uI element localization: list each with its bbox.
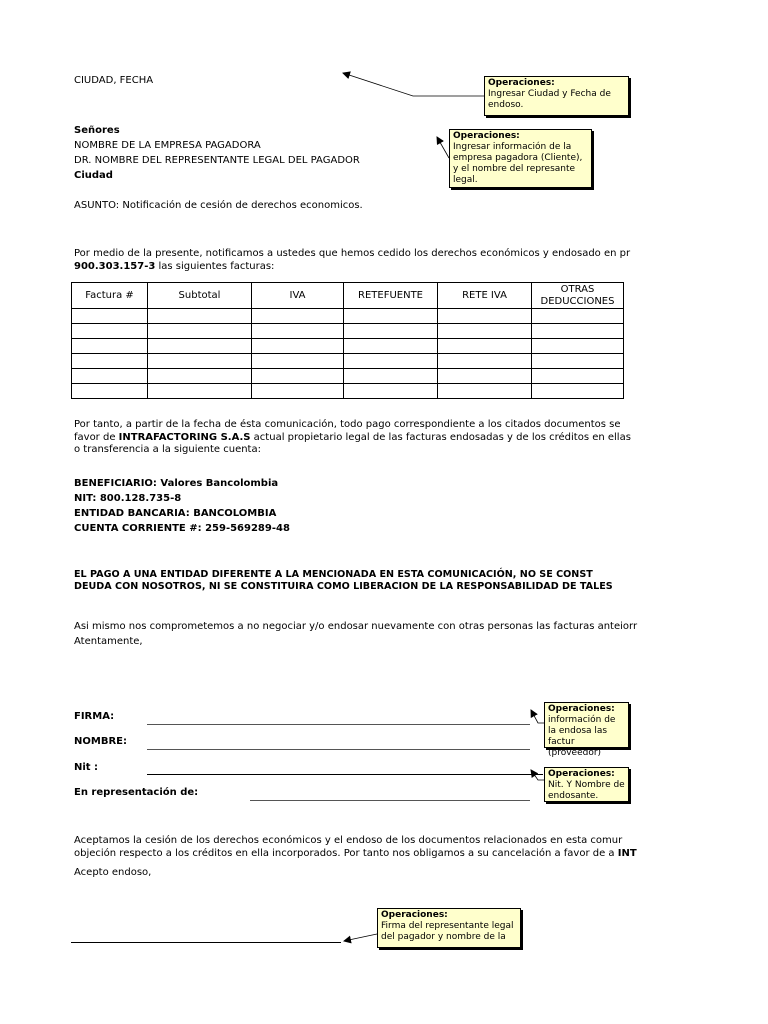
arrow-c1 bbox=[343, 73, 484, 96]
header-subtotal: Subtotal bbox=[148, 283, 252, 309]
subject: ASUNTO: Notificación de cesión de derechos economicos. bbox=[74, 200, 363, 211]
header-retefuente: RETEFUENTE bbox=[344, 283, 438, 309]
header-rete-iva: RETE IVA bbox=[438, 283, 532, 309]
comment-text: información de la endosa las factur (proveedor) bbox=[548, 715, 616, 758]
comment-endorser-nit[interactable] bbox=[544, 767, 629, 802]
comment-title: Operaciones: bbox=[548, 769, 615, 779]
comment-text: Ingresar Ciudad y Fecha de endoso. bbox=[488, 89, 611, 110]
comment-endorser-info[interactable] bbox=[544, 702, 629, 758]
comment-title: Operaciones: bbox=[453, 131, 520, 141]
intro-line-2-rest: las siguientes facturas: bbox=[155, 261, 275, 272]
comment-text: Firma del representante legal del pagador y nombre de la bbox=[381, 921, 514, 942]
name-label: NOMBRE: bbox=[74, 736, 127, 747]
city-date: CIUDAD, FECHA bbox=[74, 75, 154, 86]
beneficiary: BENEFICIARIO: Valores Bancolombia bbox=[74, 478, 279, 489]
acceptance-line-1: Aceptamos la cesión de los derechos económicos y el endoso de los documentos relacionados en esta comur bbox=[74, 835, 623, 846]
arrow-c3 bbox=[531, 710, 544, 723]
payment-paragraph-line-1: Por tanto, a partir de la fecha de ésta comunicación, todo pago correspondiente a los citados documentos se bbox=[74, 419, 621, 430]
warning-line-1: EL PAGO A UNA ENTIDAD DIFERENTE A LA MENCIONADA EN ESTA COMUNICACIÓN, NO SE CONST bbox=[74, 569, 593, 580]
header-factura: Factura # bbox=[72, 283, 148, 309]
nit-label: Nit : bbox=[74, 762, 99, 773]
city: Ciudad bbox=[74, 170, 113, 181]
intro-nit: 900.303.157-3 bbox=[74, 261, 156, 272]
comment-title: Operaciones: bbox=[488, 78, 555, 88]
factoring-company: INTRAFACTORING S.A.S bbox=[118, 432, 251, 443]
beneficiary-nit: NIT: 800.128.735-8 bbox=[74, 493, 182, 504]
arrow-c2 bbox=[437, 137, 449, 158]
arrow-c4 bbox=[531, 770, 544, 780]
company-name: NOMBRE DE LA EMPRESA PAGADORA bbox=[74, 140, 261, 151]
header-otras-deducciones: OTRAS DEDUCCIONES bbox=[532, 283, 624, 309]
comment-payer-signature[interactable] bbox=[377, 908, 521, 948]
comment-text: Ingresar información de la empresa pagadora (Cliente), y el nombre del represante legal. bbox=[453, 142, 583, 185]
arrow-c5 bbox=[344, 934, 377, 941]
signature-label: FIRMA: bbox=[74, 711, 115, 722]
bank-entity: ENTIDAD BANCARIA: BANCOLOMBIA bbox=[74, 508, 277, 519]
checking-account: CUENTA CORRIENTE #: 259-569289-48 bbox=[74, 523, 290, 534]
acceptance-line-2-bold: INT bbox=[617, 848, 637, 859]
payment-line-2-pre: favor de bbox=[74, 432, 119, 443]
representation-label: En representación de: bbox=[74, 787, 199, 798]
commitment: Asi mismo nos comprometemos a no negociar y/o endosar nuevamente con otras personas las facturas anteiorr bbox=[74, 621, 638, 632]
payment-paragraph-line-3: o transferencia a la siguiente cuenta: bbox=[74, 444, 261, 455]
comment-company-info[interactable] bbox=[449, 129, 592, 188]
comment-title: Operaciones: bbox=[548, 704, 615, 714]
legal-representative: DR. NOMBRE DEL REPRESENTANTE LEGAL DEL PAGADOR bbox=[74, 155, 360, 166]
payment-line-2-post: actual propietario legal de las facturas endosadas y de los créditos en ellas bbox=[250, 432, 631, 443]
greeting: Señores bbox=[74, 125, 120, 136]
acceptance-line-2-pre: objeción respecto a los créditos en ella incorporados. Por tanto nos obligamos a su cancelación a favor de a bbox=[74, 848, 618, 859]
header-iva: IVA bbox=[252, 283, 344, 309]
intro-line-1: Por medio de la presente, notificamos a ustedes que hemos cedido los derechos económicos y endosado en pr bbox=[74, 248, 631, 259]
comment-text: Nit. Y Nombre de endosante. bbox=[548, 780, 625, 801]
comment-title: Operaciones: bbox=[381, 910, 448, 920]
comment-city-date[interactable] bbox=[484, 76, 629, 116]
warning-line-2: DEUDA CON NOSOTROS, NI SE CONSTITUIRA COMO LIBERACION DE LA RESPONSABILIDAD DE TALES bbox=[74, 581, 613, 592]
acceptance-endorsement: Acepto endoso, bbox=[74, 867, 152, 878]
sign-off: Atentamente, bbox=[74, 636, 143, 647]
